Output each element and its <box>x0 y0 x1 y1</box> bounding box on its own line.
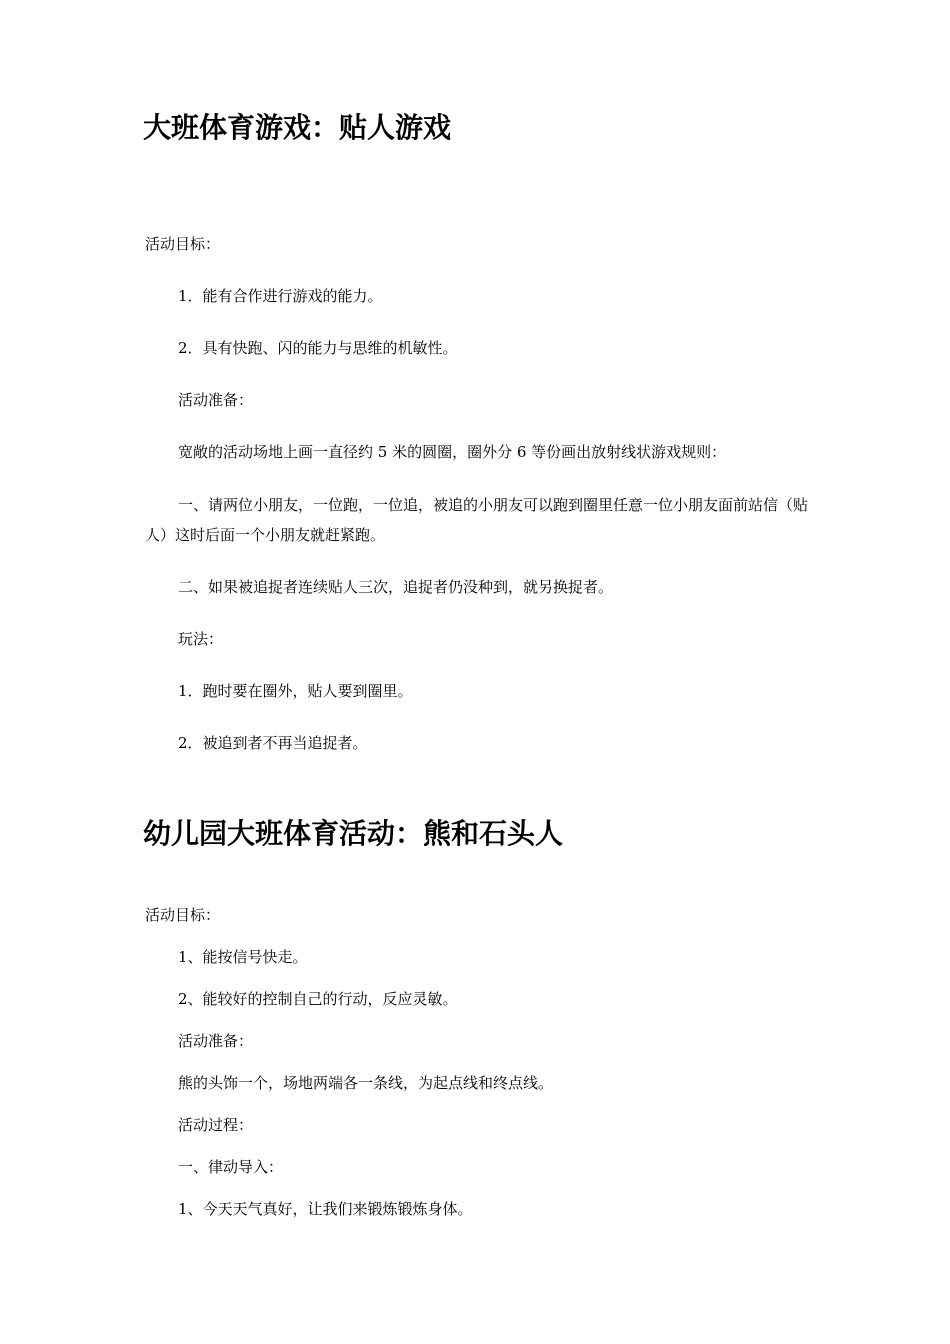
process-item: 1、今天天气真好，让我们来锻炼锻炼身体。 <box>178 1200 473 1218</box>
goal-heading: 活动目标： <box>145 235 221 253</box>
goal-item: 1、能按信号快走。 <box>178 948 308 966</box>
play-item: 2．被追到者不再当追捉者。 <box>178 734 368 752</box>
process-step: 一、律动导入： <box>178 1158 284 1176</box>
section-title: 大班体育游戏：贴人游戏 <box>143 111 452 144</box>
prep-text: 熊的头饰一个，场地两端各一条线，为起点线和终点线。 <box>178 1074 554 1092</box>
prep-text: 宽敞的活动场地上画一直径约 5 米的圆圈，圈外分 6 等份画出放射线状游戏规则： <box>178 443 727 461</box>
goal-item: 2．具有快跑、闪的能力与思维的机敏性。 <box>178 339 458 357</box>
rule-paragraph: 一、请两位小朋友，一位跑，一位追，被追的小朋友可以跑到圈里任意一位小朋友面前站信（贴人）这时后面一个小朋友就赶紧跑。 <box>145 496 809 544</box>
prep-heading: 活动准备： <box>178 391 254 409</box>
process-heading: 活动过程： <box>178 1116 254 1134</box>
section-title: 幼儿园大班体育活动：熊和石头人 <box>143 817 564 850</box>
rule-paragraph: 二、如果被追捉者连续贴人三次，追捉者仍没种到，就另换捉者。 <box>178 578 614 596</box>
goal-item: 2、能较好的控制自己的行动，反应灵敏。 <box>178 990 458 1008</box>
play-item: 1．跑时要在圈外，贴人要到圈里。 <box>178 682 413 700</box>
play-heading: 玩法： <box>178 630 224 648</box>
goal-heading: 活动目标： <box>145 906 221 924</box>
goal-item: 1．能有合作进行游戏的能力。 <box>178 287 383 305</box>
prep-heading: 活动准备： <box>178 1032 254 1050</box>
